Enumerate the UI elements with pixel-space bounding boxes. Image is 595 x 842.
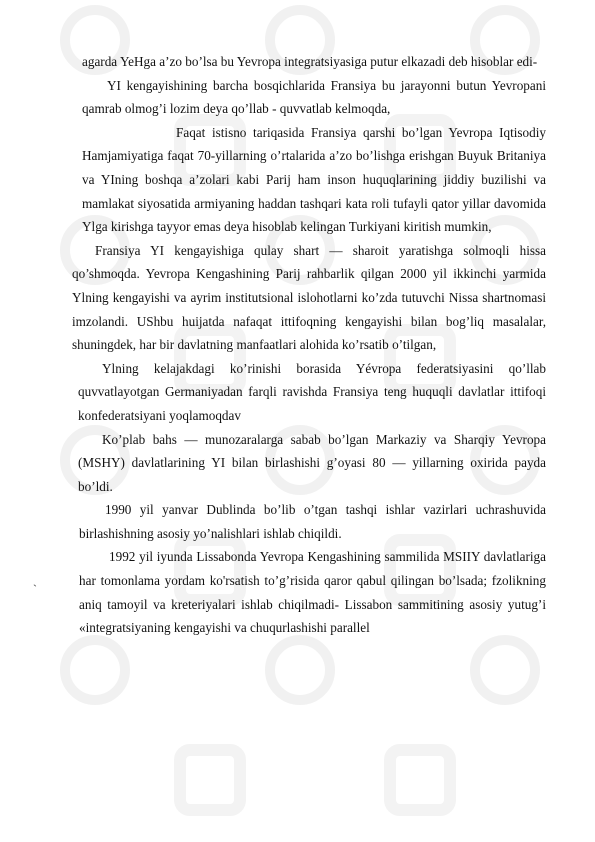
margin-mark: `: [33, 582, 37, 596]
paragraph-6: Ko’plab bahs — munozaralarga sabab bo’lgan Markaziy va Sharqiy Yevropa (MSHY) davlatlarining YI bilan birlashishi g’oyasi 80 — yillarning oxirida payda bo’ldi.: [78, 431, 546, 494]
paragraph-2: YI kengayishining barcha bosqichlarida Fransiya bu jarayonni butun Yevropani qamrab olmog’i lozim deya qo’llab - quvvatlab kelmoqda,: [82, 77, 546, 117]
paragraph-4: Fransiya YI kengayishiga qulay shart — sharoit yaratishga solmoqli hissa qo’shmoqda. Yevropa Kengashining Parij rahbarlik qilgan 2000 yil ikkinchi yarmida Ylning kengayishi va ayrim institutsional islohotlarni ko’zda tutuvchi Nissa shartnomasi imzolandi. UShbu huijatda nafaqat ittifoqning kengayishi bilan bog’liq masalalar, shuningdek, har bir davlatning manfaatlari alohida ko’rsatib o’tilgan,: [72, 242, 546, 353]
paragraph-1: agarda YeHga a’zo bo’lsa bu Yevropa integratsiyasiga putur elkazadi deb hisoblar edi-: [82, 54, 538, 69]
body-text: [72, 50, 546, 640]
paragraph-3: Faqat istisno tariqasida Fransiya qarshi bo’lgan Yevropa Iqtisodiy Hamjamiyatiga faqat 70-yillarning o’rtalarida a’zo bo’lishga erishgan Buyuk Britaniya va YIning boshqa a’zolari kabi Parij ham inson huquqlarining jiddiy buzilishi va mamlakat siyosatida armiyaning haddan tashqari kata roli tufayli qator yillar davomida Ylga kirishga tayyor emas deya hisoblab kelingan Turkiyani kiritish mumkin,: [82, 124, 546, 235]
paragraph-8: 1992 yil iyunda Lissabonda Yevropa Kengashining sammilida MSIIY davlatlariga har tomonlama yordam ko'rsatish to’g’risida qaror qabul qilingan bo’lsada; fzolikning aniq tamoyil va kreteriyalari ishlab chiqilmadi- Lissabon sammitining asosiy yutug’i «integratsiyaning kengayishi va chuqurlashishi parallel: [79, 549, 546, 636]
paragraph-5: Ylning kelajakdagi ko’rinishi borasida Yévropa federatsiyasini qo’llab quvvatlayotgan Germaniyadan farqli ravishda Fransiya teng huquqli davlatlar ittifoqi konfederatsiyani yoqlamoqdav: [78, 360, 546, 423]
paragraph-7: 1990 yil yanvar Dublinda bo’lib o’tgan tashqi ishlar vazirlari uchrashuvida birlashishning asosiy yo’nalishlari ishlab chiqildi.: [79, 502, 546, 541]
